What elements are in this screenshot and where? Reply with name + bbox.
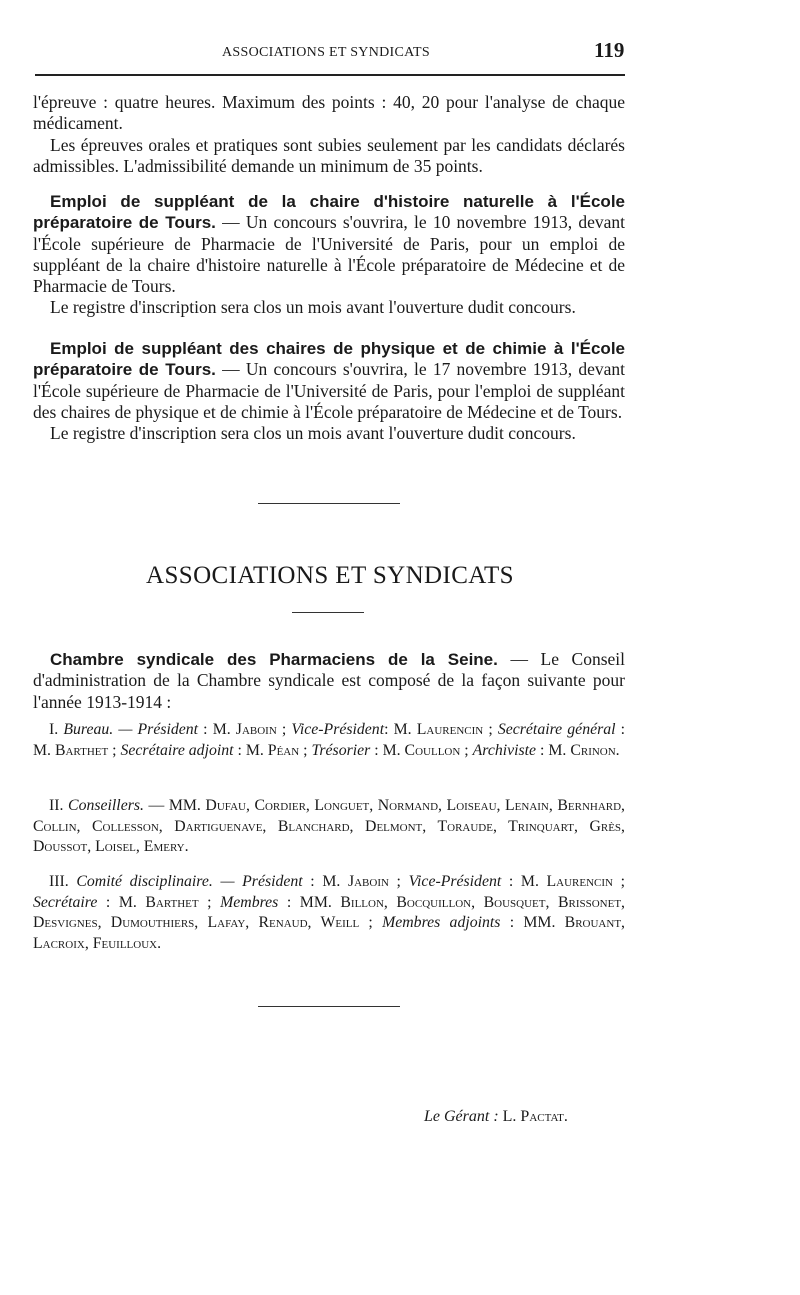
notice-body: — Un concours s'ouvrira, le 10 novembre 1913, devant l'École supérieure de Pharmacie de l'Université de Paris, pour un emploi de suppléant de la chaire d'histoire naturelle à l'École préparatoire de Médecine et de Pharmacie de Tours.: [33, 212, 626, 297]
chambre-title: Chambre syndicale des Pharmaciens de la Seine.: [50, 650, 498, 669]
vice-president-name: M. Laurencin ;: [393, 721, 493, 738]
bureau-label: Bureau.: [63, 721, 114, 738]
conseillers-list: [33, 796, 625, 858]
gerant-signature: [424, 1108, 568, 1126]
notice-physique-chimie: [33, 338, 625, 444]
heading-underline: [292, 612, 364, 613]
header-rule: [35, 74, 625, 76]
adjunct-members-names: MM. Brouant, Lacroix, Feuilloux.: [33, 914, 625, 953]
notice-registry: Le registre d'inscription sera clos un mois avant l'ouverture dudit concours.: [50, 423, 576, 444]
comite-dash: —: [220, 873, 235, 890]
notice-registry: Le registre d'inscription sera clos un mois avant l'ouverture dudit concours.: [50, 297, 576, 318]
president-name: M. Jaboin ;: [322, 873, 401, 890]
bureau-dash: —: [118, 721, 133, 738]
conseillers-names: — MM. Dufau, Cordier, Longuet, Normand, Loiseau, Lenain, Bernhard, Collin, Collesson, Dartiguenave, Blanchard, Delmont, Toraude, Trinquart, Grès, Doussot, Loisel, Emery.: [33, 797, 626, 856]
vice-president-name: M. Laurencin ;: [520, 873, 626, 890]
secretary-label: Secrétaire: [33, 893, 98, 911]
notice-title: Emploi de suppléant de la chaire d'histoire naturelle à l'École préparatoire de Tours.: [33, 192, 625, 233]
notice-body: — Un concours s'ouvrira, le 17 novembre 1913, devant l'École supérieure de Pharmacie de l'Université de Paris, pour l'emploi de suppléant des chaires de physique et de chimie à l'École préparatoire de Médecine et de Tours.: [33, 359, 626, 422]
comite-list: III. Comité disciplinaire. — Président : M. Jaboin ; Vice-Président : M. Laurencin ; Secrétaire : M. Barthet ; Membres : MM. Billon, Bocquillon, Bousquet, Brissonet, Desvignes, Dumouthiers, Lafay, Renaud, Weill ; Membres adjoints : MM. Brouant, Lacroix, Feuilloux.: [33, 873, 626, 953]
comite-label: Comité disciplinaire.: [76, 873, 213, 890]
notice-histoire-naturelle: [33, 191, 625, 319]
assistant-secretary-name: M. Péan ;: [245, 741, 308, 759]
comite-number: III.: [49, 873, 69, 890]
continuation-line: l'épreuve : quatre heures. Maximum des points : 40, 20 pour l'analyse de chaque médicament.: [33, 92, 625, 134]
notice-title: Emploi de suppléant des chaires de physique et de chimie à l'École préparatoire de Tours.: [33, 339, 625, 380]
secretary-label: Secrétaire général: [497, 721, 616, 738]
running-title: ASSOCIATIONS ET SYNDICATS: [222, 45, 430, 60]
vice-president-label: Vice-Président: [408, 873, 502, 890]
treasurer-name: M. Coullon ;: [382, 741, 469, 759]
secretary-name: M. Barthet ;: [118, 893, 212, 911]
section-divider: [258, 503, 400, 504]
president-name: M. Jaboin ;: [212, 721, 287, 738]
secretary-name: M. Barthet ;: [33, 741, 117, 759]
end-divider: [258, 1006, 400, 1007]
bureau-list: I. Bureau. — Président : M. Jaboin ; Vice-Président: M. Laurencin ; Secrétaire général : M. Barthet ; Secrétaire adjoint : M. Péan ; Trésorier : M. Coullon ; Archiviste : M. Crinon.: [33, 721, 626, 759]
members-label: Membres: [220, 893, 279, 911]
section-heading: ASSOCIATIONS ET SYNDICATS: [146, 562, 514, 589]
chambre-body: — Le Conseil d'administration de la Chambre syndicale est composé de la façon suivante pour l'année 1913-1914 :: [33, 649, 625, 712]
bureau-number: I.: [49, 721, 59, 738]
page-number: 119: [594, 38, 625, 62]
vice-president-label: Vice-Président: [291, 721, 385, 738]
gerant-label: Le Gérant :: [424, 1108, 499, 1125]
adjunct-members-label: Membres adjoints: [382, 914, 501, 932]
president-label: Président: [137, 721, 199, 738]
president-label: Président: [242, 873, 303, 890]
conseillers-label: Conseillers.: [68, 797, 144, 814]
members-names: MM. Billon, Bocquillon, Bousquet, Brissonet, Desvignes, Dumouthiers, Lafay, Renaud, Weill ;: [33, 893, 625, 932]
assistant-secretary-label: Secrétaire adjoint: [120, 741, 234, 759]
chambre-syndicale-intro: [33, 649, 625, 713]
conseillers-number: II.: [49, 797, 64, 814]
archivist-label: Archiviste: [472, 741, 537, 759]
exam-continuation: [33, 92, 625, 177]
gerant-name: L. Pactat.: [502, 1108, 568, 1125]
continuation-paragraph: Les épreuves orales et pratiques sont subies seulement par les candidats déclarés admissibles. L'admissibilité demande un minimum de 35 points.: [33, 134, 625, 176]
treasurer-label: Trésorier: [311, 741, 371, 759]
archivist-name: M. Crinon.: [548, 741, 620, 759]
